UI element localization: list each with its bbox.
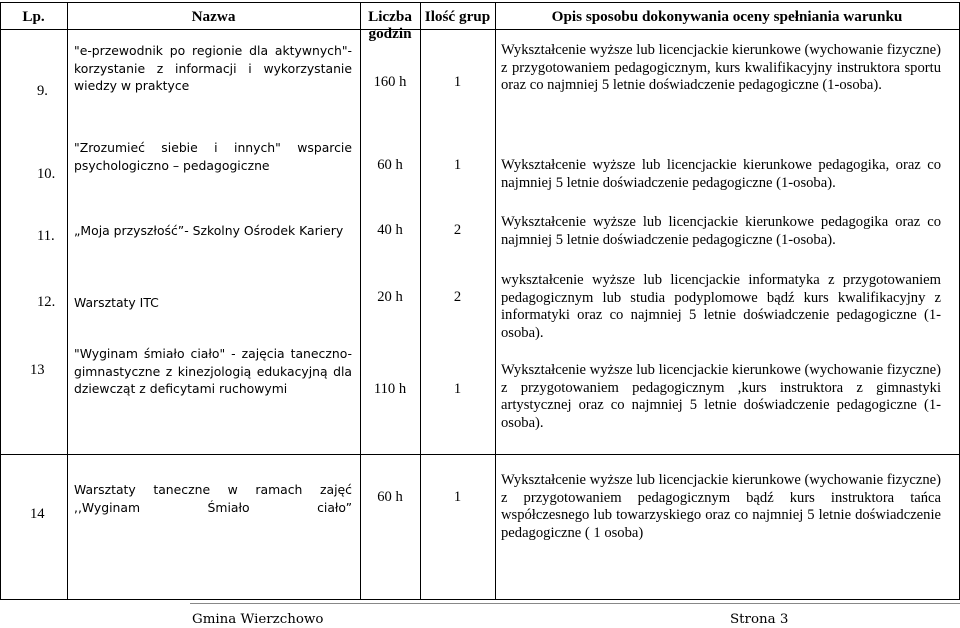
row-grupy: 1 [453, 489, 462, 505]
row-lp: 9. [37, 83, 48, 99]
row-grupy: 1 [453, 381, 462, 397]
col-rule-0 [0, 2, 1, 600]
row-lp: 14 [30, 506, 45, 522]
row-opis: Wykształcenie wyższe lub licencjackie kierunkowe pedagogika, oraz co najmniej 5 letnie doświadczenie pedagogiczne (1-osoba). [501, 157, 941, 191]
rule-bottom [0, 599, 960, 600]
header-nazwa: Nazwa [191, 8, 236, 25]
row-godziny: 60 h [377, 489, 403, 505]
row-grupy: 1 [453, 157, 462, 173]
col-rule-1 [67, 2, 68, 600]
footer-left: Gmina Wierzchowo [192, 612, 324, 627]
row-opis: Wykształcenie wyższe lub licencjackie kierunkowe pedagogika oraz co najmniej 5 letnie doświadczenie pedagogiczne (1-osoba). [501, 214, 941, 248]
row-opis: wykształcenie wyższe lub licencjackie informatyka z przygotowaniem pedagogicznym lub studia podyplomowe bądź kurs kwalifikacyjny z informatyki oraz co najmniej 5 letnie doświadczenie pedagogiczne (1-osoba). [501, 272, 941, 341]
header-opis: Opis sposobu dokonywania oceny spełniania warunku [551, 8, 903, 25]
footer-rule [190, 603, 960, 604]
row-godziny: 60 h [377, 157, 403, 173]
row-nazwa: "e-przewodnik po regionie dla aktywnych"- korzystanie z informacji i wykorzystanie wiedzy w praktyce [74, 43, 352, 94]
header-liczba-godzin: Liczba godzin [368, 8, 412, 42]
row-nazwa: Warsztaty ITC [74, 295, 159, 310]
row-nazwa: „Moja przyszłość”- Szkolny Ośrodek Kariery [74, 223, 344, 238]
rule-header [0, 29, 960, 30]
row-godziny: 160 h [373, 74, 407, 90]
rule-row14 [0, 454, 960, 455]
row-opis: Wykształcenie wyższe lub licencjackie kierunkowe (wychowanie fizyczne) z przygotowaniem pedagogicznym bądź kurs instruktora tańca współczesnego lub towarzyskiego oraz co najmniej 5 letnie doświadczenie pedagogiczne ( 1 osoba) [501, 472, 941, 541]
row-opis: Wykształcenie wyższe lub licencjackie kierunkowe (wychowanie fizyczne) z przygotowaniem pedagogicznym, kurs kwalifikacyjny instruktora sportu oraz co najmniej 5 letnie doświadczenie pedagogiczne (1-osoba). [501, 42, 941, 94]
row-grupy: 1 [453, 74, 462, 90]
row-nazwa: Warsztaty taneczne w ramach zajęć ,,Wyginam Śmiało ciało” [74, 482, 352, 515]
row-godziny: 40 h [377, 222, 403, 238]
row-grupy: 2 [453, 222, 462, 238]
col-rule-4 [495, 2, 496, 600]
row-nazwa: "Zrozumieć siebie i innych" wsparcie psychologiczno – pedagogiczne [74, 140, 352, 173]
header-ilosc-grup: Ilość grup [424, 8, 491, 25]
row-godziny: 110 h [373, 381, 407, 397]
row-lp: 10. [37, 166, 56, 182]
row-opis: Wykształcenie wyższe lub licencjackie kierunkowe (wychowanie fizyczne) z przygotowaniem pedagogicznym ,kurs instruktora z gimnastyki artystycznej oraz co najmniej 5 letnie doświadczenie pedagogiczne (1-osoba). [501, 362, 941, 431]
row-lp: 11. [37, 228, 55, 244]
row-nazwa: "Wyginam śmiało ciało" - zajęcia taneczno-gimnastyczne z kinezjologią edukacyjną dla dziewcząt z deficytami ruchowymi [74, 346, 352, 397]
header-lp: Lp. [22, 8, 45, 25]
footer-right: Strona 3 [730, 612, 789, 627]
row-lp: 12. [37, 294, 56, 310]
row-godziny: 20 h [377, 289, 403, 305]
row-lp: 13 [30, 362, 45, 378]
row-grupy: 2 [453, 289, 462, 305]
rule-top [0, 2, 960, 3]
